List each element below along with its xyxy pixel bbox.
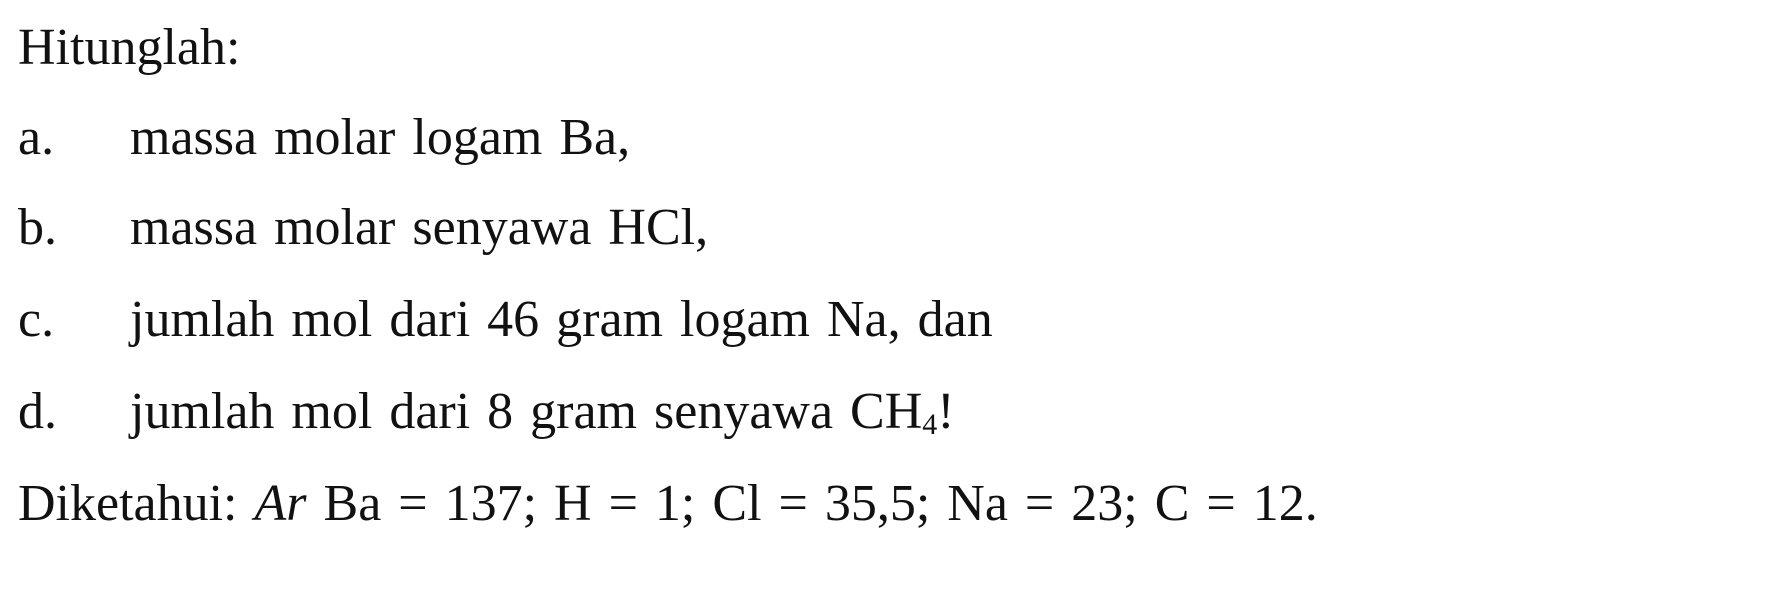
list-item-text: massa molar senyawa HCl, (130, 199, 709, 256)
given-values-text: Ba = 137; H = 1; Cl = 35,5; Na = 23; C = 12. (306, 475, 1318, 532)
list-item-text: massa molar logam Ba, (130, 109, 631, 166)
list-item-a (18, 108, 630, 168)
list-item-d (18, 382, 955, 442)
list-item-suffix: ! (937, 383, 955, 440)
list-marker: a. (18, 109, 55, 166)
list-item-c (18, 290, 993, 350)
heading: Hitunglah: (18, 19, 241, 76)
list-marker: b. (18, 199, 57, 256)
list-item-b (18, 198, 708, 258)
ar-symbol: Ar (254, 475, 307, 532)
given-values (18, 474, 1318, 534)
given-prefix: Diketahui: (18, 475, 255, 532)
list-item-text: jumlah mol dari 46 gram logam Na, dan (130, 291, 993, 348)
list-marker: d. (18, 383, 57, 440)
list-marker: c. (18, 291, 55, 348)
subscript: 4 (922, 408, 938, 441)
document (18, 0, 1788, 614)
list-item-text: jumlah mol dari 8 gram senyawa CH (130, 383, 923, 440)
